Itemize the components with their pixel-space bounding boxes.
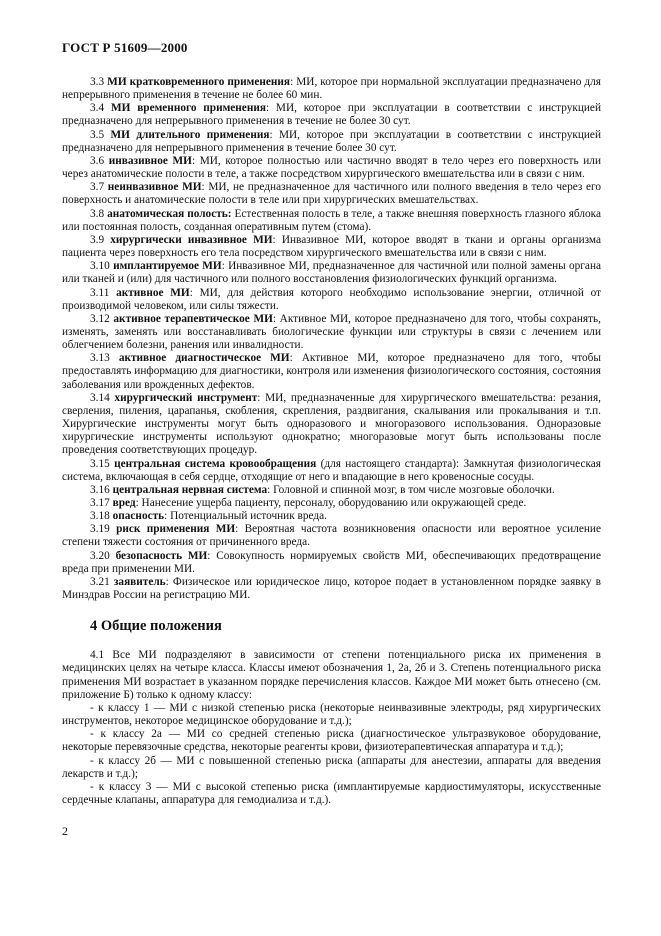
definition-text: : МИ, которое при эксплуатации в соответствии с инструкцией предназначено для непрерывного применения в течение не более 30 сут. bbox=[62, 102, 601, 128]
definition-item bbox=[62, 510, 601, 523]
definition-term: хирургически инвазивное МИ bbox=[110, 233, 273, 246]
definition-item bbox=[62, 181, 601, 207]
definition-text: : Активное МИ, которое предназначено для того, чтобы сохранять, изменять, заменять или восстанавливать биологические функции или структуры в связи с лечением или облегчением болезни, ранения или инвалидности. bbox=[62, 312, 601, 352]
definition-text: : МИ, не предназначенное для частичного или полного введения в тело через его поверхность и анатомические полости в теле или при хирургических вмешательствах. bbox=[62, 181, 602, 207]
definition-text: : МИ, которое полностью или частично вводят в тело через его поверхность или через анатомические полости в теле, а также посредством хирургического вмешательства или в связи с ним. bbox=[62, 154, 601, 181]
definition-item bbox=[62, 313, 601, 352]
definition-term: безопасность МИ bbox=[115, 549, 208, 562]
definition-term: заявитель bbox=[113, 575, 166, 588]
definition-term: активное МИ bbox=[116, 286, 190, 299]
class-list-item: - к классу 2а — МИ со средней степенью риска (диагностическое ультразвуковое оборудование, некоторые перевязочные средства, некоторые реагенты крови, физиотерапевтическая аппаратура и т.д.); bbox=[62, 728, 601, 754]
definition-item bbox=[62, 523, 601, 549]
class-list-item: - к классу 3 — МИ с высокой степенью риска (имплантируемые кардиостимуляторы, искусственные сердечные клапаны, аппаратура для гемодиализа и т.д.). bbox=[62, 780, 601, 806]
definition-number: 3.17 bbox=[90, 497, 110, 509]
definition-number: 3.3 bbox=[90, 76, 105, 88]
standard-id: ГОСТ Р 51609—2000 bbox=[62, 40, 188, 55]
definition-item bbox=[62, 352, 601, 391]
definition-text: : МИ, которое при нормальной эксплуатации предназначено для непрерывного применения в течение не более 60 мин. bbox=[62, 76, 602, 102]
definition-number: 3.20 bbox=[90, 549, 110, 562]
definition-term: МИ кратковременного применения bbox=[107, 76, 291, 88]
definition-item bbox=[62, 129, 601, 155]
definition-item bbox=[62, 484, 601, 497]
definition-text: : МИ, для действия которого необходимо использование энергии, отличной от производимой человеком, или силы тяжести. bbox=[62, 286, 602, 312]
definition-term: активное терапевтическое МИ bbox=[113, 312, 273, 325]
definition-number: 3.19 bbox=[90, 523, 110, 536]
definition-item bbox=[62, 287, 601, 313]
definition-text: : Инвазивное МИ, которое вводят в ткани и органы организма пациента через поверхность его тела посредством хирургического вмешательства или в связи с ним. bbox=[62, 233, 602, 260]
definition-item bbox=[62, 497, 601, 510]
definition-text: : МИ, которое при эксплуатации в соответствии с инструкцией предназначено для непрерывного применения в течение более 30 сут. bbox=[62, 128, 601, 154]
definition-item bbox=[62, 76, 601, 102]
definition-item bbox=[62, 234, 601, 260]
definition-item bbox=[62, 550, 601, 576]
definition-item bbox=[62, 458, 601, 484]
definition-term: МИ временного применения bbox=[110, 102, 266, 115]
definition-term: имплантируемое МИ bbox=[113, 260, 222, 273]
definition-number: 3.5 bbox=[90, 128, 105, 141]
definition-term: МИ длительного применения bbox=[110, 128, 270, 141]
definition-term: хирургический инструмент bbox=[114, 391, 258, 404]
definition-number: 3.10 bbox=[90, 260, 110, 273]
definition-term: инвазивное МИ bbox=[108, 154, 192, 167]
definition-term: активное диагностическое МИ bbox=[118, 352, 290, 365]
definition-text: Естественная полость в теле, а также внешняя поверхность глазного яблока или постоянная полость, созданная оперативным путем (стома). bbox=[62, 207, 601, 233]
definition-term: опасность bbox=[112, 510, 165, 523]
definition-number: 3.7 bbox=[90, 181, 105, 194]
section-heading: 4 Общие положения bbox=[90, 618, 222, 635]
definition-text: : Совокупность нормируемых свойств МИ, обеспечивающих предотвращение вреда при применении МИ. bbox=[62, 549, 601, 575]
definition-number: 3.14 bbox=[90, 391, 110, 404]
definition-item bbox=[62, 155, 601, 181]
definition-term: вред bbox=[112, 497, 136, 509]
definition-text: : Головной и спинной мозг, в том числе мозговые оболочки. bbox=[267, 483, 555, 496]
definition-number: 3.8 bbox=[90, 207, 105, 220]
definition-text: : Нанесение ущерба пациенту, персоналу, оборудованию или окружающей среде. bbox=[135, 497, 527, 509]
definition-item bbox=[62, 260, 601, 286]
page-number: 2 bbox=[62, 824, 68, 838]
definition-text: : МИ, предназначенные для хирургического вмешательства: резания, сверления, пиления, царапанья, скобления, скрепления, раздвигания, скалывания или прокалывания и т.п. Хирургические инструменты могут быть одноразового и многоразового использования. Одноразовые хирургические инструменты используют однократно; многоразовые могут быть использованы после проведения соответствующих процедур. bbox=[62, 391, 601, 457]
definition-item bbox=[62, 576, 601, 602]
definition-number: 3.6 bbox=[90, 154, 105, 167]
definition-item bbox=[62, 208, 601, 234]
definition-number: 3.4 bbox=[90, 102, 105, 115]
definition-text: : Активное МИ, которое предназначено для того, чтобы предоставлять информацию для диагностики, контроля или изменения физиологического состояния, состояния заболевания или врожденных дефектов. bbox=[62, 352, 601, 391]
definition-item bbox=[62, 392, 601, 458]
section-intro: 4.1 Все МИ подразделяют в зависимости от степени потенциального риска их применения в медицинских целях на четыре класса. Классы имеют обозначения 1, 2а, 2б и 3. Степень потенциального риска применения МИ возрастает в указанном порядке перечисления классов. Каждое МИ может быть отнесено (см. приложение Б) только к одному классу: bbox=[62, 649, 601, 701]
class-list-item: - к классу 1 — МИ с низкой степенью риска (некоторые неинвазивные электроды, ряд хирургических инструментов, некоторое медицинское оборудование и т.д.); bbox=[62, 701, 601, 728]
definition-text: : Физическое или юридическое лицо, которое подает в установленном порядке заявку в Минздрав России на регистрацию МИ. bbox=[62, 575, 601, 602]
definition-item bbox=[62, 102, 601, 128]
definitions-list bbox=[62, 76, 601, 602]
definition-number: 3.15 bbox=[90, 457, 110, 470]
definition-text: : Потенциальный источник вреда. bbox=[164, 510, 327, 523]
definition-number: 3.11 bbox=[90, 286, 110, 299]
definition-text: : Вероятная частота возникновения опасности или вероятное усиление степени тяжести состояния от причиненного вреда. bbox=[62, 523, 601, 549]
definition-number: 3.18 bbox=[90, 510, 110, 523]
definition-number: 3.21 bbox=[90, 575, 110, 588]
definition-number: 3.12 bbox=[90, 312, 110, 325]
class-list-item: - к классу 2б — МИ с повышенной степенью риска (аппараты для анестезии, аппараты для введения лекарств и т.д.); bbox=[62, 754, 601, 780]
definition-term: анатомическая полость: bbox=[107, 207, 232, 220]
definition-term: риск применения МИ bbox=[116, 523, 236, 536]
definition-text: : Инвазивное МИ, предназначенное для частичной или полной замены органа или тканей и (или) для частичного или полного восстановления физиологических функций организма. bbox=[62, 260, 602, 286]
definition-text: (для настоящего стандарта): Замкнутая физиологическая система, включающая в себя сердце, отходящие от него и впадающие в него кровеносные сосуды. bbox=[62, 457, 601, 483]
class-list bbox=[62, 702, 601, 807]
definition-term: центральная нервная система bbox=[112, 483, 268, 496]
definition-term: неинвазивное МИ bbox=[107, 181, 202, 194]
definition-number: 3.13 bbox=[90, 352, 110, 365]
definition-term: центральная система кровообращения bbox=[114, 457, 317, 470]
definition-number: 3.16 bbox=[90, 483, 110, 496]
definition-number: 3.9 bbox=[90, 233, 105, 246]
